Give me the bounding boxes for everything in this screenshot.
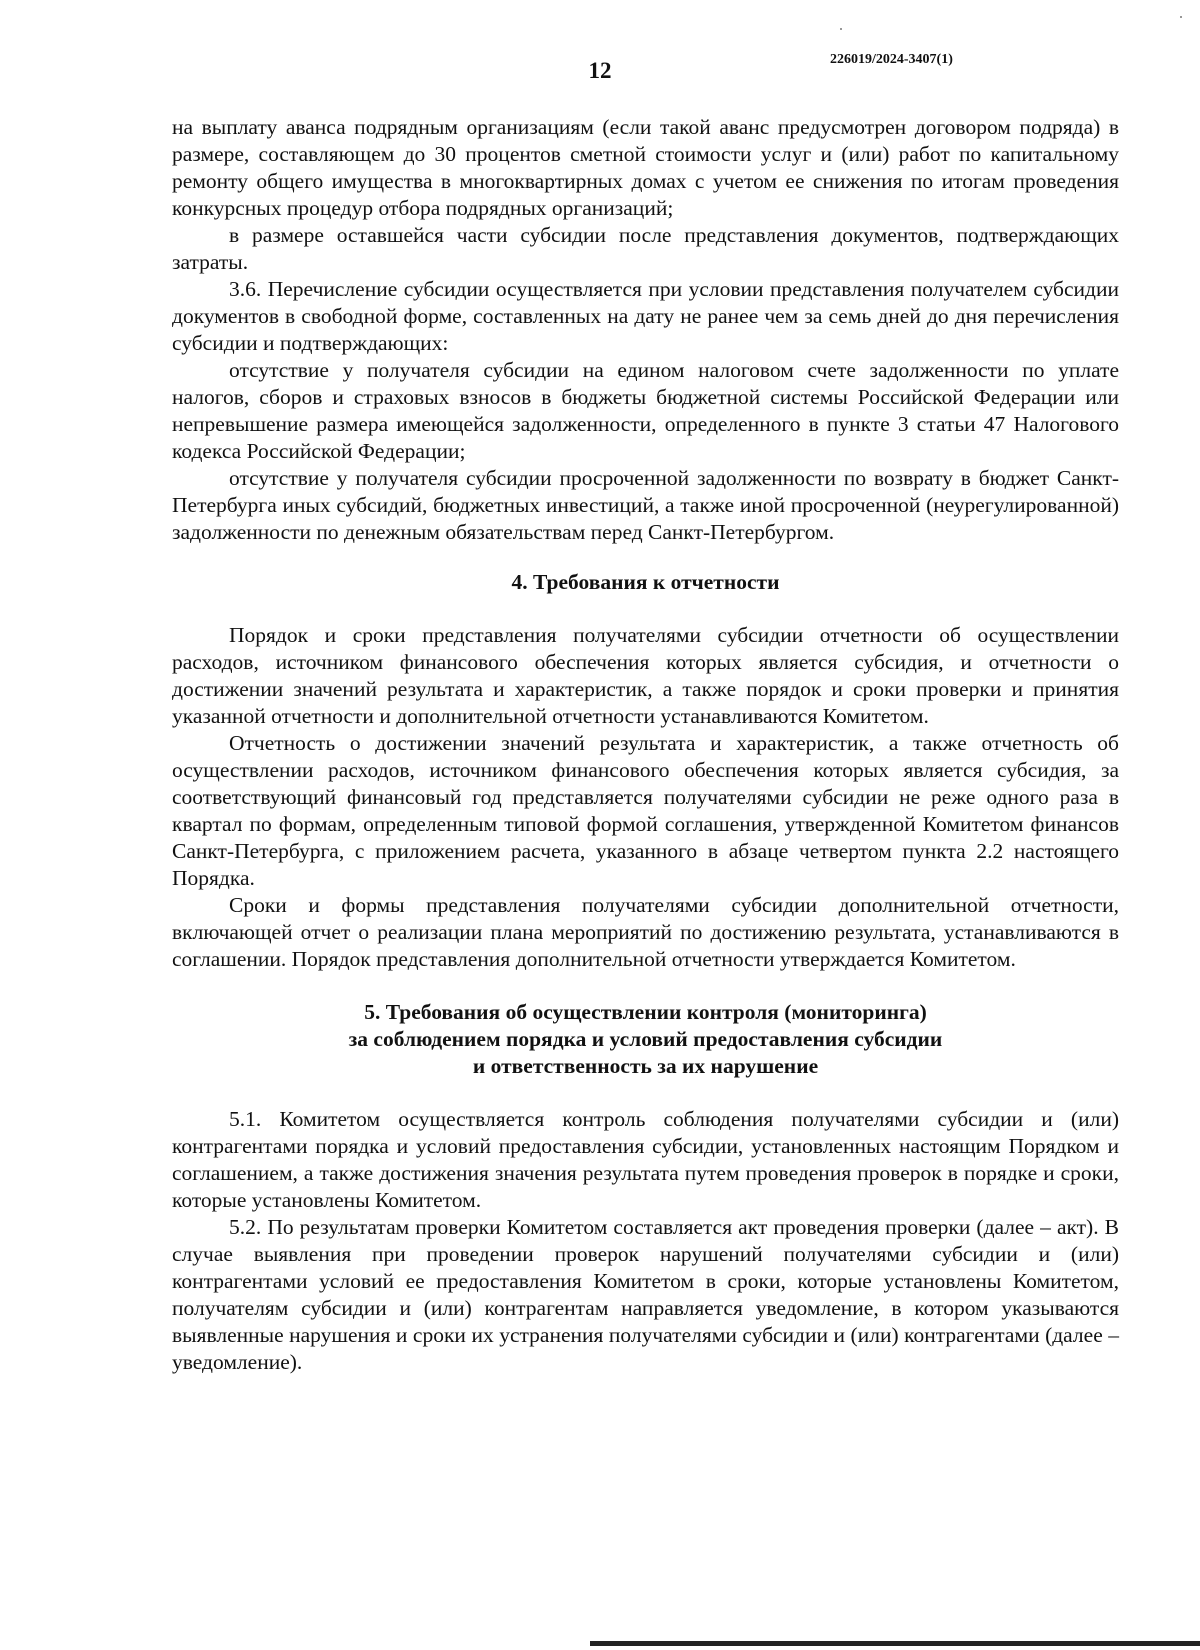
paragraph: отсутствие у получателя субсидии просроченной задолженности по возврату в бюджет Санкт-Петербурга иных субсидий, бюджетных инвестиций, а также иной просроченной (неурегулированной) задолженности по денежным обязательствам перед Санкт-Петербургом. <box>172 466 1119 544</box>
scan-speck <box>840 28 842 30</box>
document-id: 226019/2024-3407(1) <box>830 52 953 67</box>
paragraph: в размере оставшейся части субсидии после представления документов, подтверждающих затраты. <box>172 223 1119 274</box>
paragraph: Порядок и сроки представления получателями субсидии отчетности об осуществлении расходов, источником финансового обеспечения которых является субсидия, и отчетности о достижении значений результата и характеристик, а также порядок и сроки проверки и принятия указанной отчетности и дополнительной отчетности устанавливаются Комитетом. <box>172 623 1119 728</box>
paragraph: на выплату аванса подрядным организациям (если такой аванс предусмотрен договором подряда) в размере, составляющем до 30 процентов сметной стоимости услуг и (или) работ по капитальному ремонту общего имущества в многоквартирных домах с учетом ее снижения по итогам проведения конкурсных процедур отбора подрядных организаций; <box>172 115 1119 220</box>
page-bottom-edge <box>590 1641 1200 1646</box>
paragraph: 3.6. Перечисление субсидии осуществляется при условии представления получателем субсидии документов в свободной форме, составленных на дату не ранее чем за семь дней до дня перечисления субсидии и подтверждающих: <box>172 277 1119 355</box>
paragraph: Отчетность о достижении значений результата и характеристик, а также отчетность об осуществлении расходов, источником финансового обеспечения которых является субсидия, за соответствующий финансовый год представляется получателями субсидии не реже одного раза в квартал по формам, определенным типовой формой соглашения, утвержденной Комитетом финансов Санкт-Петербурга, с приложением расчета, указанного в абзаце четвертом пункта 2.2 настоящего Порядка. <box>172 731 1119 890</box>
document-body <box>172 114 1119 1376</box>
page-number: 12 <box>588 58 612 83</box>
paragraph: Сроки и формы представления получателями субсидии дополнительной отчетности, включающей отчет о реализации плана мероприятий по достижению результата, устанавливаются в соглашении. Порядок представления дополнительной отчетности утверждается Комитетом. <box>172 893 1119 971</box>
section-4-title: 4. Требования к отчетности <box>511 570 780 594</box>
paragraph: отсутствие у получателя субсидии на едином налоговом счете задолженности по уплате налогов, сборов и страховых взносов в бюджеты бюджетной системы Российской Федерации или непревышение размера имеющейся задолженности, определенного в пункте 3 статьи 47 Налогового кодекса Российской Федерации; <box>172 358 1119 463</box>
section-5-title-line: 5. Требования об осуществлении контроля (мониторинга) <box>364 1000 927 1024</box>
section-5-title-line: за соблюдением порядка и условий предоставления субсидии <box>348 1027 943 1051</box>
section-5-title-line: и ответственность за их нарушение <box>472 1054 819 1078</box>
scan-speck <box>1180 16 1182 18</box>
paragraph: 5.2. По результатам проверки Комитетом составляется акт проведения проверки (далее – акт). В случае выявления при проведении проверок нарушений получателями субсидии и (или) контрагентами условий ее предоставления Комитетом в сроки, которые установлены Комитетом, получателям субсидии и (или) контрагентам направляется уведомление, в котором указываются выявленные нарушения и сроки их устранения получателями субсидии и (или) контрагентами (далее – уведомление). <box>172 1215 1119 1374</box>
section-5-title <box>172 999 1119 1080</box>
paragraph: 5.1. Комитетом осуществляется контроль соблюдения получателями субсидии и (или) контрагентами порядка и условий предоставления субсидии, установленных настоящим Порядком и соглашением, а также достижения значения результата путем проведения проверок в порядке и сроки, которые установлены Комитетом. <box>172 1107 1119 1212</box>
